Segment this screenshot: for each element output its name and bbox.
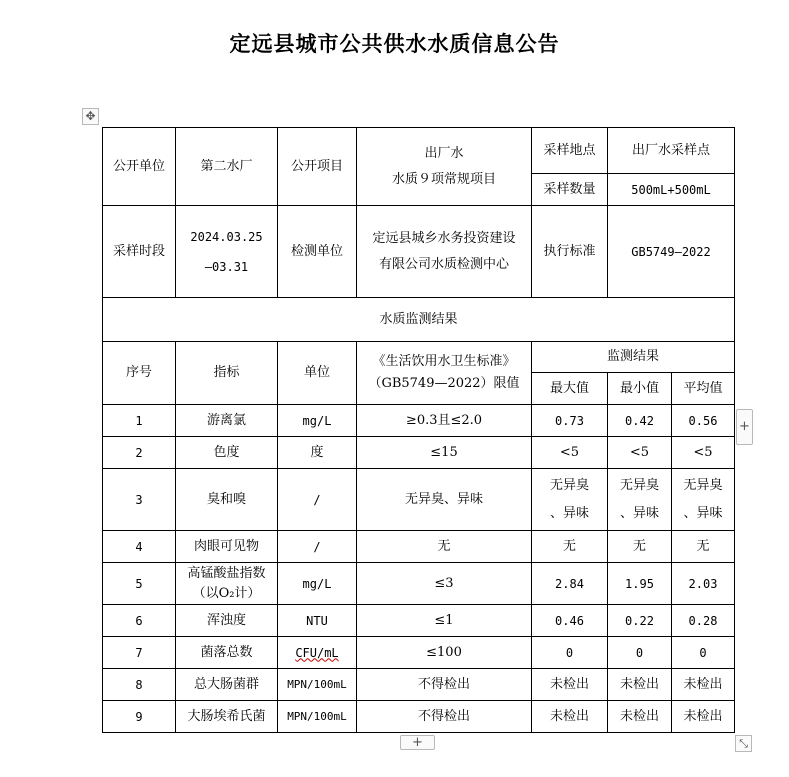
row-min: 1.95 [608, 563, 672, 605]
row-limit: ≤1 [357, 605, 532, 637]
site-label: 采样地点 [532, 128, 608, 174]
row-min: 未检出 [608, 669, 672, 701]
table-row [103, 701, 735, 733]
table-row [103, 637, 735, 669]
period-line1: 2024.03.25 [190, 229, 263, 244]
row-limit: 不得检出 [357, 669, 532, 701]
row-min: <5 [608, 437, 672, 469]
row-avg: 0.56 [672, 405, 735, 437]
row-limit: ≤100 [357, 637, 532, 669]
page-title: 定远县城市公共供水水质信息公告 [229, 31, 560, 56]
row-no: 6 [103, 605, 176, 637]
table-row [103, 437, 735, 469]
lab-line1: 定远县城乡水务投资建设 [372, 230, 516, 246]
row-min-line1: 无异臭 [619, 477, 659, 493]
row-unit: MPN/100mL [278, 701, 357, 733]
row-indicator: 游离氯 [176, 405, 278, 437]
row-avg: 2.03 [672, 563, 735, 605]
row-avg: 0.28 [672, 605, 735, 637]
row-min-line2: 、异味 [619, 505, 659, 521]
table-row [103, 605, 735, 637]
qty-label: 采样数量 [532, 174, 608, 206]
row-min: 未检出 [608, 701, 672, 733]
row-no: 3 [103, 469, 176, 531]
row-max: 0.46 [532, 605, 608, 637]
row-indicator: 总大肠菌群 [176, 669, 278, 701]
row-limit: ≤3 [357, 563, 532, 605]
col-header-limit-line1: 《生活饮用水卫生标准》 [372, 354, 516, 369]
row-limit: ≥0.3且≤2.0 [357, 405, 532, 437]
row-indicator: 色度 [176, 437, 278, 469]
site-value: 出厂水采样点 [608, 128, 735, 174]
row-avg [672, 469, 735, 531]
period-value [176, 206, 278, 298]
add-row-button[interactable]: + [400, 735, 435, 750]
row-avg: 未检出 [672, 701, 735, 733]
row-limit: ≤15 [357, 437, 532, 469]
row-no: 8 [103, 669, 176, 701]
row-unit: 度 [278, 437, 357, 469]
row-min [608, 469, 672, 531]
period-line2: —03.31 [204, 259, 249, 274]
table-row [103, 405, 735, 437]
lab-value [357, 206, 532, 298]
row-unit: / [278, 469, 357, 531]
row-indicator: 肉眼可见物 [176, 531, 278, 563]
table-row [103, 563, 735, 605]
water-quality-table [102, 127, 735, 733]
row-unit: MPN/100mL [278, 669, 357, 701]
col-header-limit-line2: （GB5749—2022）限值 [368, 376, 520, 391]
item-value-line1: 出厂水 [424, 145, 464, 161]
unit-value: 第二水厂 [176, 128, 278, 206]
row-indicator-line2: （以O₂计） [192, 585, 261, 601]
row-min: 0 [608, 637, 672, 669]
row-min: 0.42 [608, 405, 672, 437]
row-unit: NTU [278, 605, 357, 637]
table-row [103, 669, 735, 701]
col-header-min: 最小值 [608, 373, 672, 405]
col-header-limit [357, 342, 532, 405]
row-indicator: 菌落总数 [176, 637, 278, 669]
row-indicator-line1: 高锰酸盐指数 [187, 565, 266, 581]
row-avg-line2: 、异味 [683, 505, 723, 521]
qty-value: 500mL+500mL [608, 174, 735, 206]
add-column-button[interactable]: + [736, 409, 753, 445]
row-max: 未检出 [532, 669, 608, 701]
row-no: 5 [103, 563, 176, 605]
period-label: 采样时段 [103, 206, 176, 298]
row-max: 未检出 [532, 701, 608, 733]
row-max: 0 [532, 637, 608, 669]
table-row [103, 469, 735, 531]
col-header-indicator: 指标 [176, 342, 278, 405]
row-indicator: 浑浊度 [176, 605, 278, 637]
item-value [357, 128, 532, 206]
row-unit: mg/L [278, 405, 357, 437]
row-no: 7 [103, 637, 176, 669]
row-avg: 未检出 [672, 669, 735, 701]
col-header-results: 监测结果 [532, 342, 735, 373]
lab-line2: 有限公司水质检测中心 [378, 256, 509, 272]
item-label: 公开项目 [278, 128, 357, 206]
row-no: 9 [103, 701, 176, 733]
row-unit [278, 637, 357, 669]
col-header-avg: 平均值 [672, 373, 735, 405]
row-indicator: 臭和嗅 [176, 469, 278, 531]
col-header-max: 最大值 [532, 373, 608, 405]
unit-label: 公开单位 [103, 128, 176, 206]
std-label: 执行标准 [532, 206, 608, 298]
row-max: 2.84 [532, 563, 608, 605]
row-avg-line1: 无异臭 [683, 477, 723, 493]
lab-label: 检测单位 [278, 206, 357, 298]
row-limit: 无 [357, 531, 532, 563]
row-max: 无 [532, 531, 608, 563]
row-unit: mg/L [278, 563, 357, 605]
table-row [103, 531, 735, 563]
move-arrows-icon[interactable]: ✥ [82, 108, 99, 125]
resize-diagonal-icon[interactable]: ⤡ [735, 735, 752, 752]
row-unit-text: CFU/mL [295, 645, 339, 660]
row-avg: 0 [672, 637, 735, 669]
col-header-unit: 单位 [278, 342, 357, 405]
row-no: 2 [103, 437, 176, 469]
row-limit: 不得检出 [357, 701, 532, 733]
std-value: GB5749—2022 [608, 206, 735, 298]
row-avg: <5 [672, 437, 735, 469]
row-unit: / [278, 531, 357, 563]
row-max-line1: 无异臭 [549, 477, 589, 493]
row-max [532, 469, 608, 531]
row-no: 1 [103, 405, 176, 437]
section-title: 水质监测结果 [103, 298, 735, 342]
row-limit: 无异臭、异味 [357, 469, 532, 531]
item-value-line2: 水质９项常规项目 [391, 171, 496, 187]
row-max-line2: 、异味 [549, 505, 589, 521]
col-header-index: 序号 [103, 342, 176, 405]
row-indicator: 大肠埃希氏菌 [176, 701, 278, 733]
row-no: 4 [103, 531, 176, 563]
row-max: <5 [532, 437, 608, 469]
row-indicator [176, 563, 278, 605]
row-min: 0.22 [608, 605, 672, 637]
row-max: 0.73 [532, 405, 608, 437]
row-min: 无 [608, 531, 672, 563]
row-avg: 无 [672, 531, 735, 563]
